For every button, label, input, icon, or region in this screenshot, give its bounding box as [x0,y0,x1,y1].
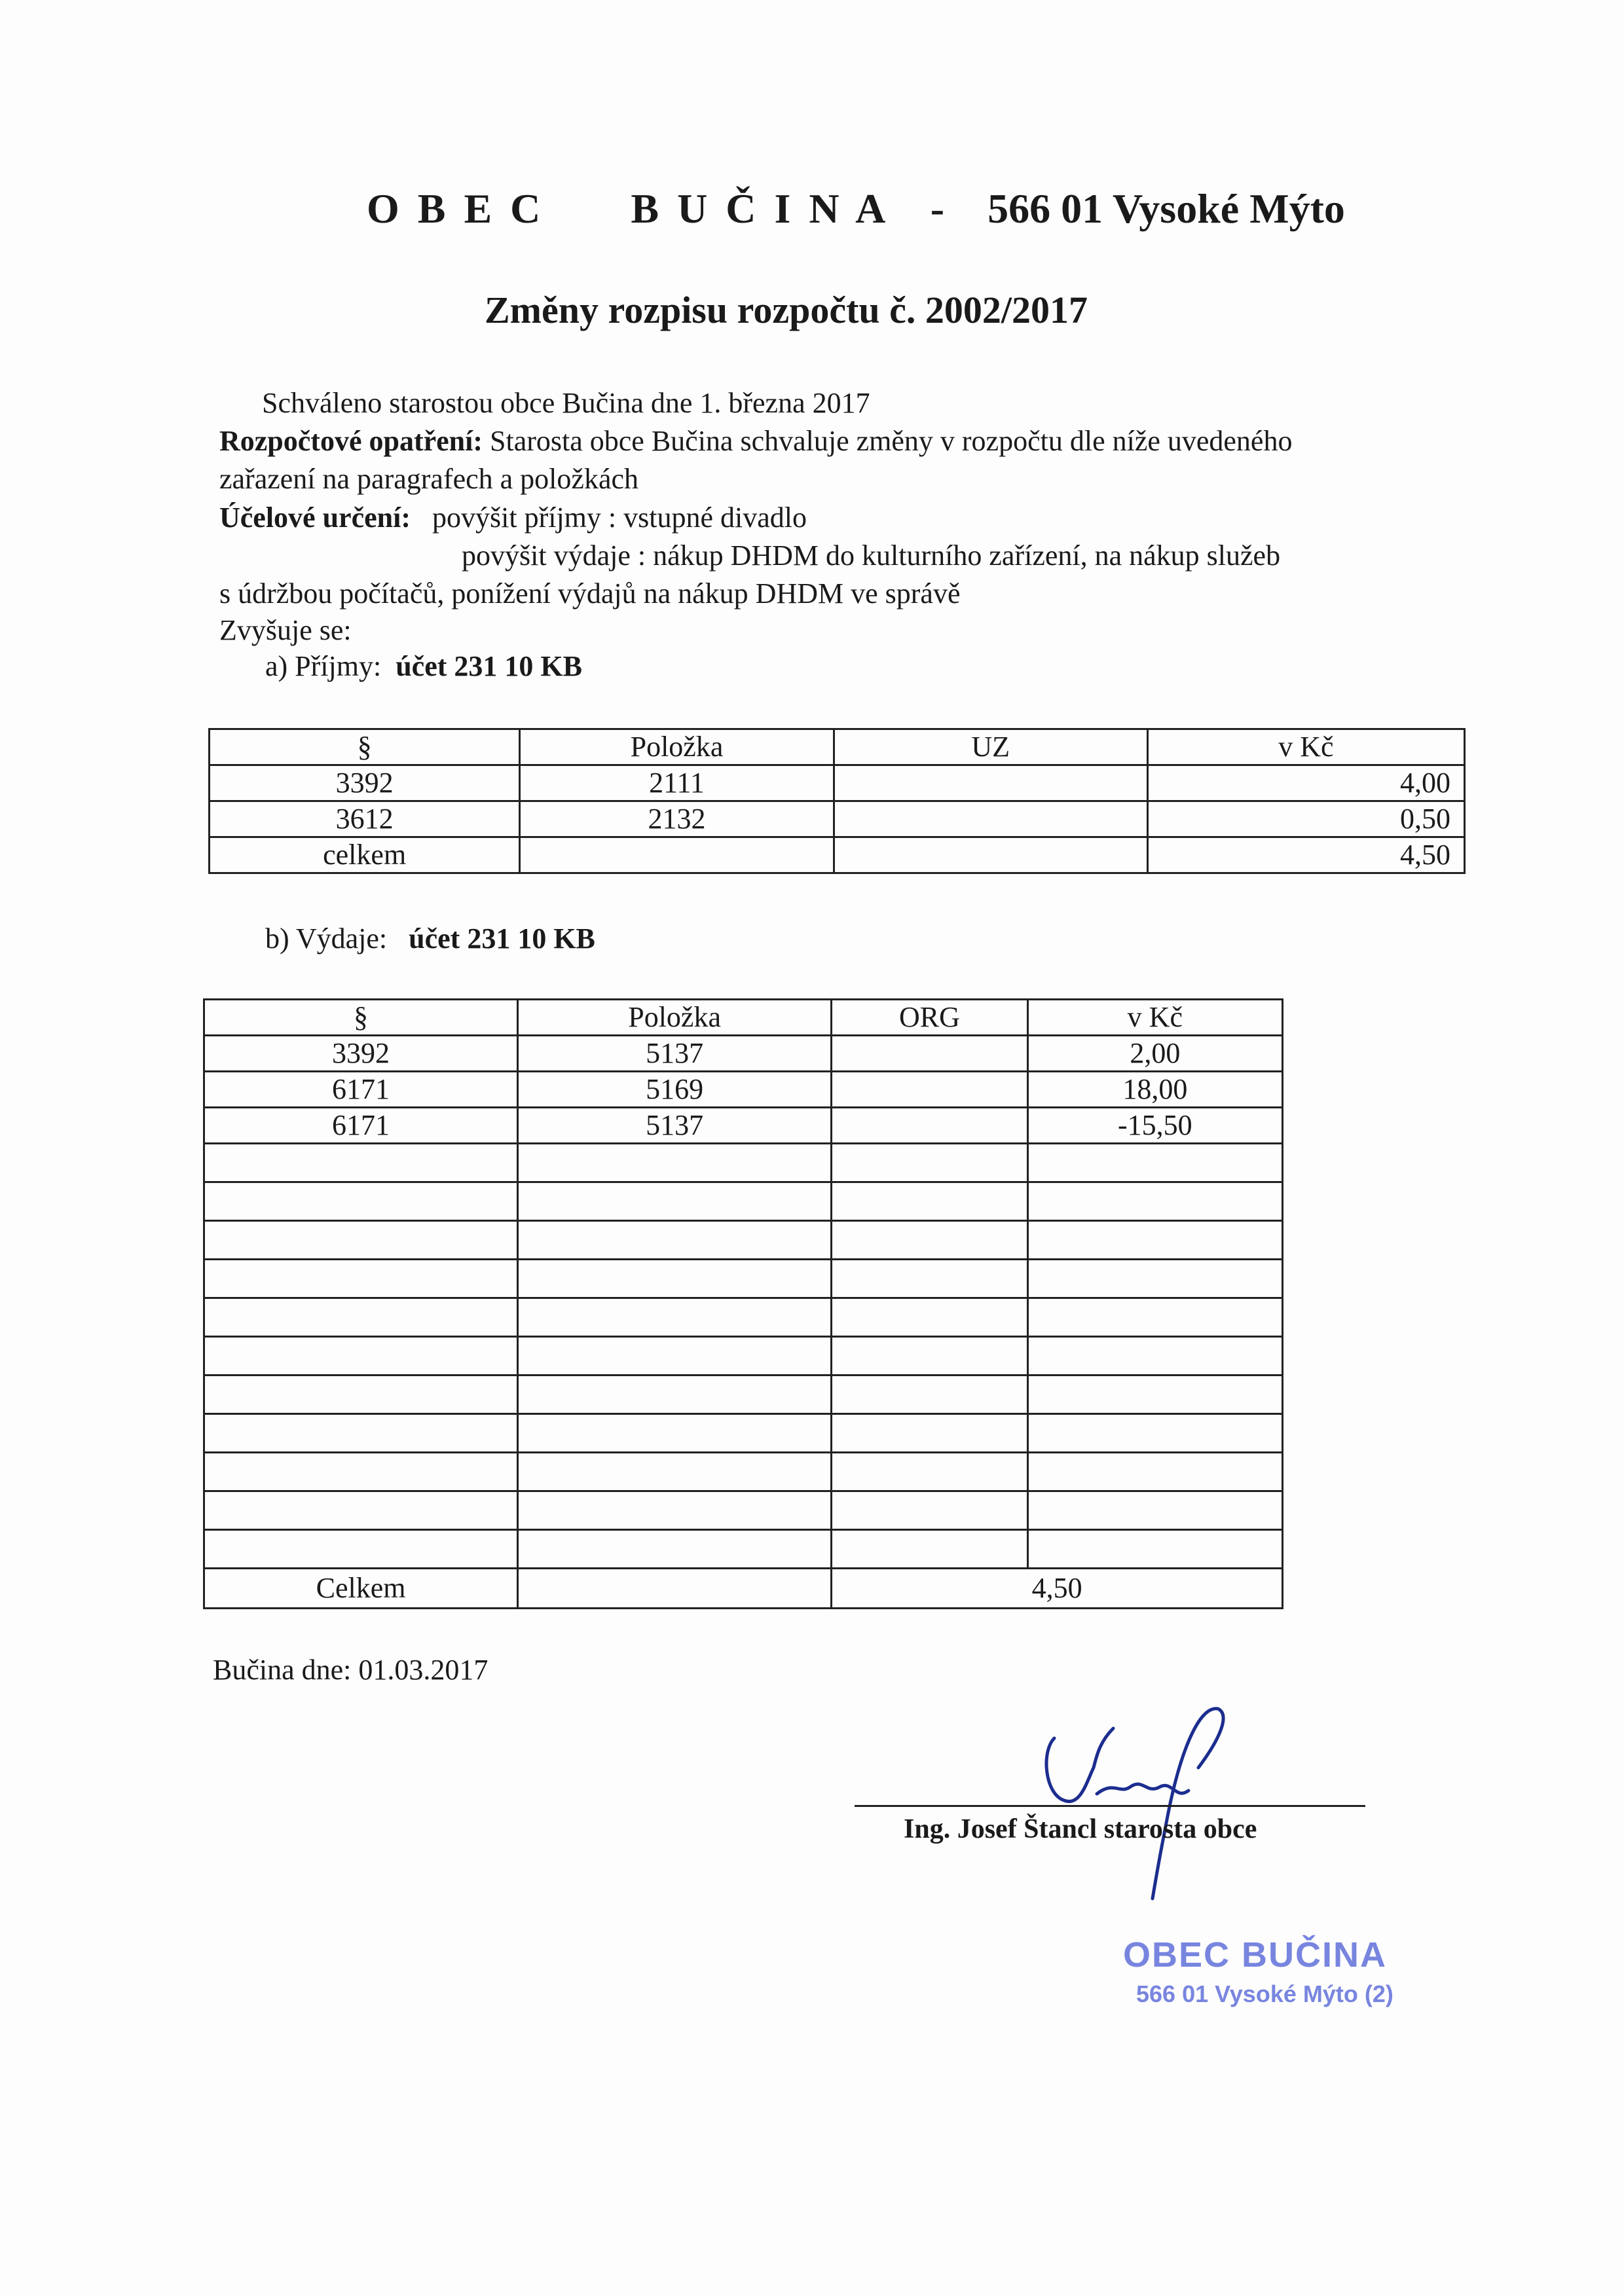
table-empty-row [204,1298,1283,1337]
cell-org [832,1036,1028,1072]
stamp-line-1: OBEC BUČINA [1123,1935,1388,1975]
expenses-table [203,998,1283,1609]
income-label: a) Příjmy: [265,650,382,682]
table-empty-row [204,1260,1283,1298]
increase-line: Zvyšuje se: [219,614,352,646]
table-header-row [204,1000,1283,1036]
header-item: Položka [518,1000,832,1036]
header-paragraph: § [210,729,520,765]
measure-line-2: zařazení na paragrafech a položkách [219,463,638,495]
signature-line [855,1805,1365,1807]
table-empty-row [204,1182,1283,1221]
cell-item [518,1569,832,1609]
table-empty-row [204,1530,1283,1569]
header-paragraph: § [204,1000,518,1036]
table-total-row [210,837,1465,873]
cell-amount: 0,50 [1147,801,1464,837]
signature [1035,1702,1244,1918]
signatory-name: Ing. Josef Štancl starosta obce [904,1814,1257,1844]
title-obec: O B E C [367,185,545,232]
cell-paragraph: 3392 [204,1036,518,1072]
expenses-heading [265,922,595,955]
official-stamp [1123,1935,1393,2008]
income-account: účet 231 10 KB [396,650,582,682]
cell-item [520,837,834,873]
purpose-line-2: povýšit výdaje : nákup DHDM do kulturního zařízení, na nákup služeb [462,539,1281,572]
table-row [204,1072,1283,1108]
measure-line [219,424,1292,458]
cell-org [832,1072,1028,1108]
table-empty-row [204,1491,1283,1530]
cell-item: 2132 [520,801,834,837]
table-row [204,1108,1283,1144]
document-title [367,185,1345,233]
cell-amount: 18,00 [1027,1072,1282,1108]
cell-uz [834,837,1147,873]
header-amount: v Kč [1027,1000,1282,1036]
title-dash: - [930,185,945,232]
cell-amount: -15,50 [1027,1108,1282,1144]
expenses-label: b) Výdaje: [265,922,388,955]
purpose-line [219,501,807,534]
cell-uz [834,801,1147,837]
approved-line: Schváleno starostou obce Bučina dne 1. března 2017 [262,387,870,419]
cell-paragraph: celkem [210,837,520,873]
cell-amount: 4,50 [1147,837,1464,873]
cell-paragraph: 3612 [210,801,520,837]
title-bucina: B U Č I N A [631,185,887,232]
table-empty-row [204,1221,1283,1260]
header-uz: UZ [834,729,1147,765]
table-empty-row [204,1376,1283,1414]
table-empty-row [204,1337,1283,1376]
purpose-label: Účelové určení: [219,501,411,534]
table-row [204,1036,1283,1072]
title-address: 566 01 Vysoké Mýto [987,185,1345,232]
table-empty-row [204,1144,1283,1182]
document-subtitle: Změny rozpisu rozpočtu č. 2002/2017 [485,289,1088,331]
income-table [208,728,1466,874]
cell-paragraph: 6171 [204,1072,518,1108]
cell-org [832,1108,1028,1144]
cell-item: 5169 [518,1072,832,1108]
table-empty-row [204,1414,1283,1453]
cell-item: 2111 [520,765,834,801]
stamp-line-2: 566 01 Vysoké Mýto (2) [1136,1980,1393,2007]
table-header-row [210,729,1465,765]
cell-item: 5137 [518,1036,832,1072]
purpose-line-3: s údržbou počítačů, ponížení výdajů na nákup DHDM ve správě [219,577,961,610]
table-total-row [204,1569,1283,1609]
cell-amount: 4,00 [1147,765,1464,801]
date-line: Bučina dne: 01.03.2017 [213,1654,489,1686]
measure-text: Starosta obce Bučina schvaluje změny v rozpočtu dle níže uvedeného [490,425,1293,457]
cell-total-label: Celkem [204,1569,518,1609]
cell-paragraph: 6171 [204,1108,518,1144]
expenses-account: účet 231 10 KB [409,922,595,955]
measure-label: Rozpočtové opatření: [219,425,483,457]
cell-amount: 2,00 [1027,1036,1282,1072]
income-heading [265,649,582,683]
cell-item: 5137 [518,1108,832,1144]
table-row [210,801,1465,837]
purpose-text: povýšit příjmy : vstupné divadlo [432,501,807,534]
cell-total-value: 4,50 [832,1569,1283,1609]
table-empty-row [204,1453,1283,1491]
header-org: ORG [832,1000,1028,1036]
cell-paragraph: 3392 [210,765,520,801]
header-amount: v Kč [1147,729,1464,765]
header-item: Položka [520,729,834,765]
table-row [210,765,1465,801]
cell-uz [834,765,1147,801]
